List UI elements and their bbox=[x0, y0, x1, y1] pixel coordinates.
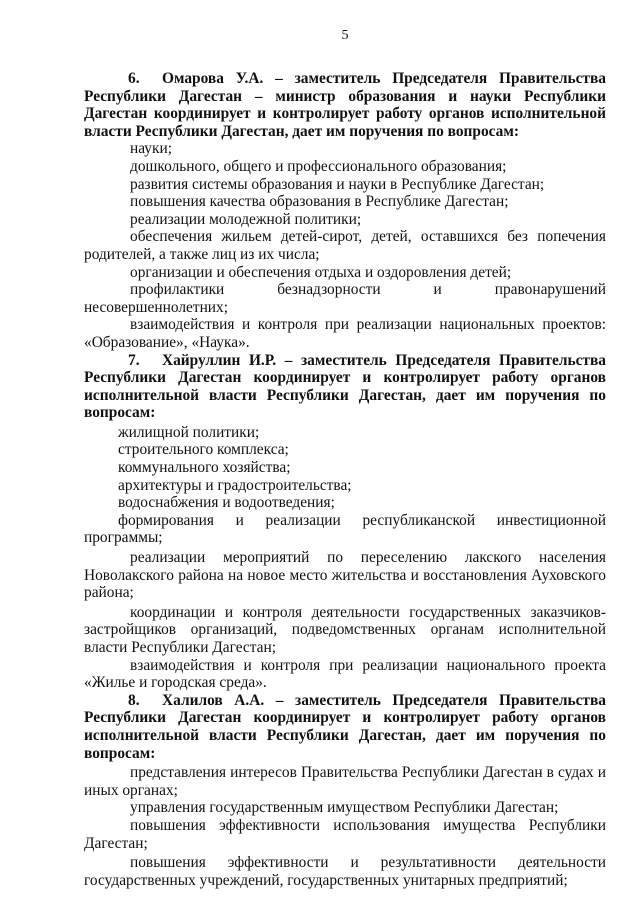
section-heading-8 bbox=[84, 692, 606, 762]
document-body bbox=[84, 70, 606, 889]
section-heading-6 bbox=[84, 70, 606, 140]
list-item: повышения качества образования в Республике Дагестан; bbox=[130, 193, 509, 211]
section-heading-text: Хайруллин И.Р. – заместитель Председателя Правительства Республики Дагестан координирует и контролирует работу органов исполнительной власти Республики Дагестан, дает им поручения по вопросам: bbox=[84, 351, 606, 422]
list-item: организации и обеспечения отдыха и оздоровления детей; bbox=[130, 263, 512, 281]
list-item: повышения эффективности использования имущества Республики Дагестан; bbox=[84, 816, 606, 852]
list-item: повышения эффективности и результативности деятельности государственных учреждений, государственных унитарных предприятий; bbox=[84, 854, 606, 889]
section-number: 7. bbox=[128, 351, 140, 369]
list-item: реализации молодежной политики; bbox=[130, 210, 362, 228]
list-item: профилактики безнадзорности и правонарушений несовершеннолетних; bbox=[84, 281, 606, 316]
section-number: 8. bbox=[128, 691, 140, 709]
list-item: управления государственным имуществом Республики Дагестан; bbox=[130, 799, 559, 817]
list-item: представления интересов Правительства Республики Дагестан в судах и иных органах; bbox=[84, 764, 606, 799]
section-heading-text: Халилов А.А. – заместитель Председателя Правительства Республики Дагестан координирует и контролирует работу органов исполнительной власти Республики Дагестан, дает им поручения по вопросам: bbox=[84, 691, 606, 762]
list-item: строительного комплекса; bbox=[118, 441, 289, 459]
list-item: развития системы образования и науки в Республике Дагестан; bbox=[130, 175, 545, 193]
list-item: формирования и реализации республиканской инвестиционной программы; bbox=[84, 511, 606, 547]
list-item: обеспечения жильем детей-сирот, детей, оставшихся без попечения родителей, а также лиц из их числа; bbox=[84, 228, 606, 263]
section-heading-7 bbox=[84, 352, 606, 422]
list-item: науки; bbox=[130, 140, 172, 158]
section-heading-text: Омарова У.А. – заместитель Председателя Правительства Республики Дагестан – министр образования и науки Республики Дагестан координирует и контролирует работу органов исполнительной власти Республики Дагестан, дает им поручения по вопросам: bbox=[84, 70, 606, 140]
list-item: взаимодействия и контроля при реализации национального проекта «Жилье и городская среда». bbox=[84, 656, 606, 692]
list-item: жилищной политики; bbox=[118, 423, 260, 441]
list-item: реализации мероприятий по переселению лакского населения Новолакского района на новое место жительства и восстановления Ауховского района; bbox=[84, 549, 606, 602]
list-item: взаимодействия и контроля при реализации национальных проектов: «Образование», «Наука». bbox=[84, 316, 606, 351]
section-number: 6. bbox=[128, 70, 140, 87]
list-item: координации и контроля деятельности государственных заказчиков-застройщиков организаций, подведомственных органам исполнительной власти Республики Дагестан; bbox=[84, 603, 606, 656]
list-item: дошкольного, общего и профессионального образования; bbox=[130, 157, 507, 175]
list-item: коммунального хозяйства; bbox=[118, 459, 291, 477]
list-item: архитектуры и градостроительства; bbox=[118, 476, 352, 494]
page-number: 5 bbox=[341, 28, 349, 43]
list-item: водоснабжения и водоотведения; bbox=[118, 494, 335, 512]
